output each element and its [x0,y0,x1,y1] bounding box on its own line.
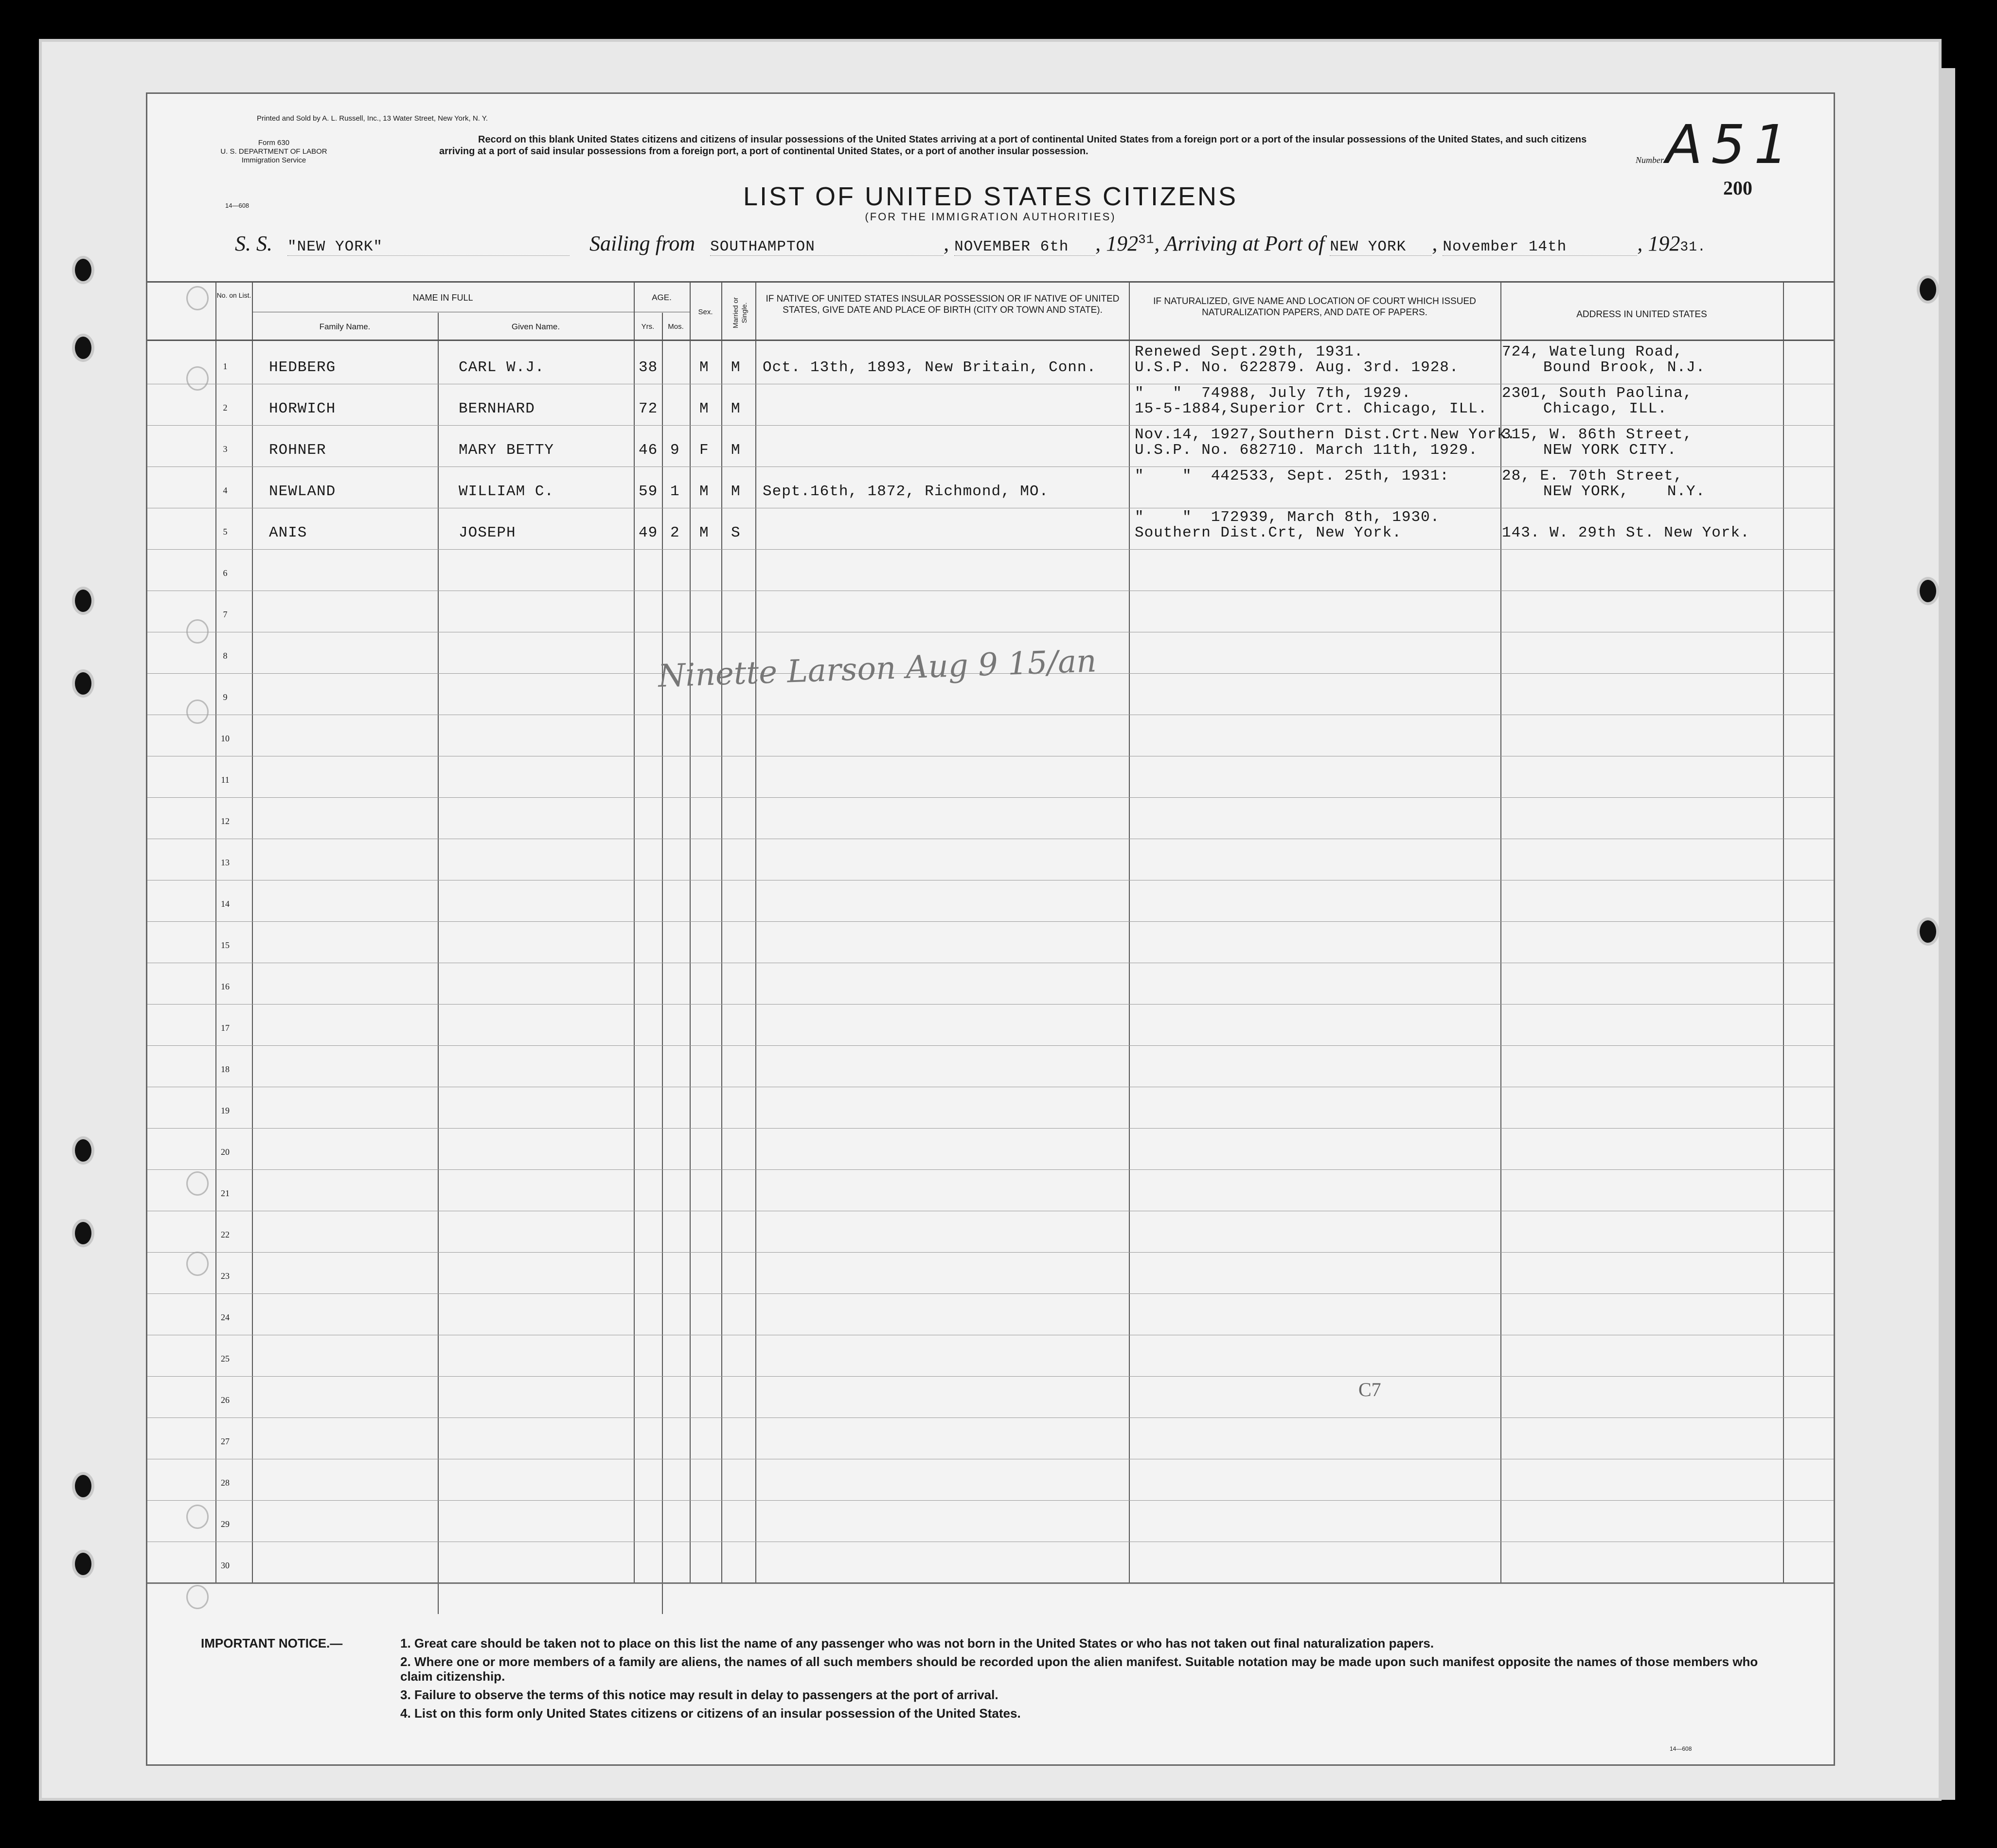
row-number: 24 [221,1312,230,1322]
row-number: 29 [221,1519,230,1529]
printer-line: Printed and Sold by A. L. Russell, Inc., 13 Water Street, New York, N. Y. [257,114,488,123]
form-title: LIST OF UNITED STATES CITIZENS [743,182,1238,211]
col-header-naturalized: IF NATURALIZED, GIVE NAME AND LOCATION OF COURT WHICH ISSUED NATURALIZATION PAPERS, AND DATE OF PAPERS. [1153,296,1476,318]
row-number: 13 [221,858,230,867]
address-line-2: Bound Brook, N.J. [1543,359,1706,376]
punch-hole [72,1550,94,1578]
ship-name: "NEW YORK" [287,238,570,256]
address-line-2: NEW YORK CITY. [1543,442,1677,459]
row-number: 15 [221,940,230,950]
instructions-text: Record on this blank United States citizens and citizens of insular possessions of the United States arriving at a port of continental United States from a foreign port or a port of the insular possessions of the United States, and such citizens arriving at a port of said insular possessions from a foreign port, a port of continental United States, or a port of another insular possession. [439,134,1587,157]
sex: M [699,483,709,500]
stamp-mark: C7 [1358,1379,1381,1400]
col-header-given: Given Name. [511,322,560,331]
naturalization-line-1: " " 74988, July 7th, 1929. [1135,385,1411,402]
footer-code: 14—608 [1670,1745,1692,1752]
page-number: 200 [1723,177,1752,199]
form-code: 14—608 [225,202,250,209]
age-years: 49 [639,524,658,541]
arrival-date: November 14th [1443,238,1637,256]
form-id-block [196,139,352,165]
number-value: A51 [1666,113,1797,176]
year-prefix: 192 [1106,232,1139,255]
row-rule [147,1045,1834,1046]
number-field [1636,113,1797,176]
hole-ring [186,366,209,391]
col-header-age: AGE. [652,293,672,302]
given-name: WILLIAM C. [459,483,554,500]
row-rule [147,1500,1834,1501]
col-rule [690,281,691,1582]
given-name: CARL W.J. [459,359,545,376]
sex: F [699,442,709,459]
address-line-1: 143. W. 29th St. New York. [1502,524,1750,541]
col-header-birth: IF NATIVE OF UNITED STATES INSULAR POSSESSION OR IF NATIVE OF UNITED STATES, GIVE DATE AND PLACE OF BIRTH (CITY OR TOWN AND STATE). [766,294,1120,315]
address-line-2: NEW YORK, N.Y. [1543,483,1706,500]
row-number: 28 [221,1478,230,1488]
hole-ring [186,1252,209,1276]
col-rule [1129,281,1130,1582]
col-header-mos: Mos. [668,323,684,331]
marital-status: S [731,524,741,541]
col-header-address: ADDRESS IN UNITED STATES [1576,309,1707,320]
row-number: 1 [223,361,228,371]
ss-label: S. S. [235,232,272,255]
arriving-label: Arriving at Port of [1164,232,1325,255]
punch-hole [72,1136,94,1165]
row-number: 11 [221,775,230,785]
marital-status: M [731,359,741,376]
row-number: 23 [221,1271,230,1281]
col-rule [1783,281,1784,1582]
address-line-1: 28, E. 70th Street, [1502,467,1683,484]
table-top-rule [147,281,1834,283]
row-number: 20 [221,1147,230,1157]
notices-list [400,1636,1791,1724]
service-name: Immigration Service [241,156,306,164]
row-number: 21 [221,1188,230,1198]
row-number: 22 [221,1230,230,1239]
punch-hole [72,587,94,615]
col-rule [721,281,722,1582]
row-rule [147,549,1834,550]
row-number: 12 [221,816,230,826]
header-bottom-rule [147,340,1834,341]
row-number: 9 [223,692,228,702]
col-header-yrs: Yrs. [641,323,655,331]
row-number: 25 [221,1354,230,1364]
age-months: 2 [670,524,680,541]
address-line-1: 724, Watelung Road, [1502,343,1683,360]
age-years: 38 [639,359,658,376]
birth-info: Sept.16th, 1872, Richmond, MO. [763,483,1049,500]
arrival-port: NEW YORK [1330,238,1432,256]
row-rule [147,1376,1834,1377]
col-header-family: Family Name. [319,322,371,331]
row-rule [147,1417,1834,1418]
year-prefix-2: 192 [1648,232,1680,255]
family-name: HEDBERG [269,359,336,376]
hole-ring [186,700,209,724]
col-header-married: Married or Single. [731,297,748,328]
hole-ring [186,1505,209,1529]
given-name: MARY BETTY [459,442,554,459]
row-number: 30 [221,1561,230,1570]
address-line-1: 315, W. 86th Street, [1502,426,1693,443]
col-header-sex: Sex. [698,308,713,316]
punch-hole [72,669,94,698]
hole-ring [186,619,209,644]
given-name: BERNHARD [459,400,535,417]
notice-item: 2. Where one or more members of a family are aliens, the names of all such members should be recorded upon the alien manifest. Suitable notation may be made upon such manifest opposite the names of those members who claim citizenship. [400,1654,1758,1684]
family-name: NEWLAND [269,483,336,500]
punch-hole [72,256,94,284]
col-rule [1500,281,1501,1582]
punch-hole [1917,917,1939,946]
sailing-label: Sailing from [589,232,695,255]
col-header-no: No. on List. [216,291,251,299]
row-number: 6 [223,568,228,578]
col-rule [634,281,635,1582]
age-months: 9 [670,442,680,459]
naturalization-line-2: U.S.P. No. 622879. Aug. 3rd. 1928. [1135,359,1459,376]
row-rule [147,466,1834,467]
row-number: 2 [223,403,228,413]
naturalization-line-1: Renewed Sept.29th, 1931. [1135,343,1364,360]
row-rule [147,921,1834,922]
naturalization-line-1: Nov.14, 1927,Southern Dist.Crt.New York. [1135,426,1516,443]
col-header-name: NAME IN FULL [412,293,473,303]
punch-hole [1917,577,1939,605]
punch-hole [72,1472,94,1500]
punch-hole [72,334,94,362]
marital-status: M [731,483,741,500]
marital-status: M [731,442,741,459]
row-number: 7 [223,610,228,619]
form-number: Form 630 [258,139,290,147]
col-rule [755,281,756,1582]
citizens-list-form [146,92,1835,1766]
row-number: 19 [221,1106,230,1115]
sailing-port: SOUTHAMPTON [710,238,944,256]
hole-ring [186,1585,209,1609]
naturalization-line-1: " " 172939, March 8th, 1930. [1135,509,1440,526]
family-name: ANIS [269,524,307,541]
marital-status: M [731,400,741,417]
family-name: ROHNER [269,442,326,459]
address-line-2: Chicago, ILL. [1543,400,1667,417]
birth-info: Oct. 13th, 1893, New Britain, Conn. [763,359,1097,376]
row-number: 14 [221,899,230,909]
row-number: 27 [221,1436,230,1446]
sex: M [699,359,709,376]
handwritten-note: Ninette Larson Aug 9 15/an [657,643,1097,695]
sex: M [699,524,709,541]
row-number: 10 [221,734,230,743]
row-rule [147,1169,1834,1170]
number-label: Number [1636,155,1664,165]
row-number: 3 [223,444,228,454]
row-number: 8 [223,651,228,661]
naturalization-line-2: Southern Dist.Crt, New York. [1135,524,1402,541]
naturalization-line-2: U.S.P. No. 682710. March 11th, 1929. [1135,442,1478,459]
hole-ring [186,1171,209,1196]
col-rule [252,281,253,1582]
year-suffix: 31 [1138,232,1155,247]
naturalization-line-2: 15-5-1884,Superior Crt. Chicago, ILL. [1135,400,1488,417]
row-rule [147,797,1834,798]
given-name: JOSEPH [459,524,516,541]
department-name: U. S. DEPARTMENT OF LABOR [220,147,327,156]
year-suffix-2: 31. [1680,240,1706,255]
row-number: 17 [221,1023,230,1033]
row-number: 18 [221,1064,230,1074]
row-rule [147,1252,1834,1253]
row-number: 5 [223,527,228,537]
age-years: 46 [639,442,658,459]
notice-item: 1. Great care should be taken not to place on this list the name of any passenger who was not born in the United States or who has not taken out final naturalization papers. [400,1636,1434,1651]
age-months: 1 [670,483,680,500]
naturalization-line-1: " " 442533, Sept. 25th, 1931: [1135,467,1449,484]
row-number: 26 [221,1395,230,1405]
notice-item: 3. Failure to observe the terms of this notice may result in delay to passengers at the port of arrival. [400,1687,998,1702]
row-rule [147,1128,1834,1129]
sailing-date: NOVEMBER 6th [954,238,1095,256]
punch-hole [72,1219,94,1247]
voyage-line: S. S. "NEW YORK" Sailing from SOUTHAMPTON , NOVEMBER 6th , $192^{31}$, Arriving at Port of NEW YORK , November 14th , 19231. [235,232,1706,255]
notice-item: 4. List on this form only United States citizens or citizens of an insular possession of the United States. [400,1706,1021,1721]
col-rule [215,281,216,1582]
row-rule [147,1004,1834,1005]
row-number: 16 [221,982,230,991]
notice-title: IMPORTANT NOTICE.— [201,1636,343,1651]
form-subtitle: (FOR THE IMMIGRATION AUTHORITIES) [865,211,1116,223]
punch-hole [1917,275,1939,304]
age-years: 72 [639,400,658,417]
age-years: 59 [639,483,658,500]
address-line-1: 2301, South Paolina, [1502,385,1693,402]
row-rule [147,425,1834,426]
row-rule [147,1293,1834,1294]
family-name: HORWICH [269,400,336,417]
row-number: 4 [223,485,228,495]
hole-ring [186,286,209,310]
sex: M [699,400,709,417]
